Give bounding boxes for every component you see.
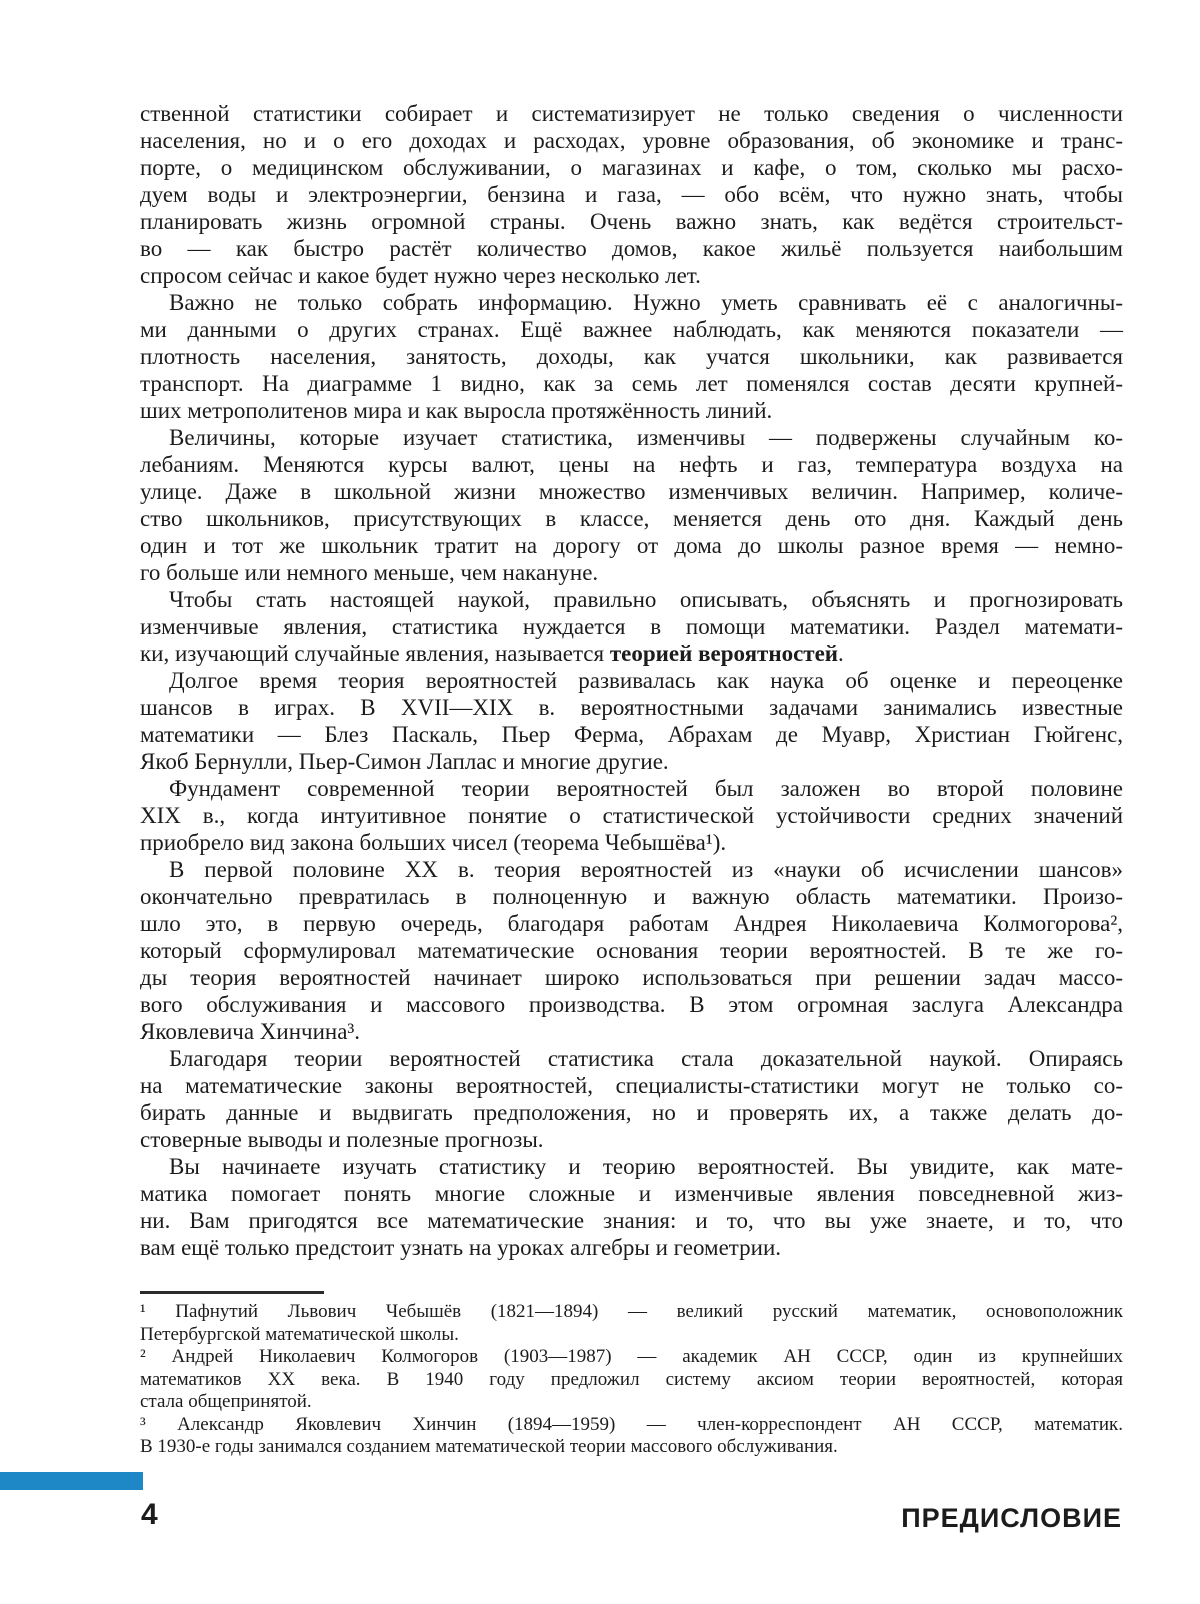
- body-text: [140, 100, 1123, 1261]
- footnote-line: ² Андрей Николаевич Колмогоров (1903—1987) — академик АН СССР, один из крупнейших: [140, 1346, 1123, 1367]
- text-line: ство школьников, присутствующих в классе, меняется день ото дня. Каждый день: [140, 506, 1123, 531]
- text-line: го больше или немного меньше, чем накануне.: [140, 560, 599, 585]
- text-line: который сформулировал математические основания теории вероятностей. В те же го-: [140, 938, 1123, 963]
- text-line: лебаниям. Меняются курсы валют, цены на нефть и газ, температура воздуха на: [140, 452, 1123, 477]
- text-line: порте, о медицинском обслуживании, о магазинах и кафе, о том, сколько мы расхо-: [140, 155, 1123, 180]
- footnote-line: ³ Александр Яковлевич Хинчин (1894—1959) — член-корреспондент АН СССР, математик.: [140, 1413, 1123, 1435]
- paragraph: [140, 856, 1123, 1045]
- text-line: ды теория вероятностей начинает широко использоваться при решении задач массо-: [140, 965, 1123, 990]
- paragraph: [140, 1153, 1123, 1261]
- text-line: ственной статистики собирает и систематизирует не только сведения о численности: [140, 101, 1123, 126]
- text-line: спросом сейчас и какое будет нужно через несколько лет.: [140, 263, 701, 288]
- paragraph: [140, 667, 1123, 775]
- footnote: [140, 1346, 1123, 1414]
- paragraph: [140, 100, 1123, 289]
- text-line: изменчивые явления, статистика нуждается в помощи математики. Раздел математи-: [140, 614, 1123, 639]
- text-line: плотность населения, занятость, доходы, как учатся школьники, как развивается: [140, 344, 1123, 369]
- text-line: во — как быстро растёт количество домов, какое жильё пользуется наибольшим: [140, 236, 1123, 261]
- text-line: вам ещё только предстоит узнать на уроках алгебры и геометрии.: [140, 1235, 782, 1260]
- footnote-line: Петербургской математической школы.: [140, 1323, 459, 1345]
- text-segment: ки, изучающий случайные явления, называется: [140, 641, 610, 666]
- text-line: дуем воды и электроэнергии, бензина и газа, — обо всём, что нужно знать, чтобы: [140, 182, 1123, 207]
- text-line: Благодаря теории вероятностей статистика стала доказательной наукой. Опираясь: [169, 1046, 1123, 1071]
- footnote: [140, 1301, 1123, 1346]
- paragraph: [140, 586, 1123, 667]
- footnote-line: В 1930-е годы занимался созданием математической теории массового обслуживания.: [140, 1436, 838, 1457]
- text-line: Чтобы стать настоящей наукой, правильно описывать, объяснять и прогнозировать: [169, 587, 1123, 612]
- text-line: окончательно превратилась в полноценную и важную область математики. Произо-: [140, 884, 1123, 909]
- text-line: улице. Даже в школьной жизни множество изменчивых величин. Например, количе-: [140, 479, 1123, 504]
- text-line: стоверные выводы и полезные прогнозы.: [140, 1127, 544, 1152]
- text-line: на математические законы вероятностей, специалисты-статистики могут не только со-: [140, 1073, 1123, 1098]
- text-line: транспорт. На диаграмме 1 видно, как за семь лет поменялся состав десяти крупней-: [140, 371, 1123, 396]
- text-line: приобрело вид закона больших чисел (теорема Чебышёва¹).: [140, 830, 727, 855]
- text-line: шло это, в первую очередь, благодаря работам Андрея Николаевича Колмогорова²,: [140, 911, 1123, 936]
- footnotes: [140, 1301, 1123, 1459]
- text-line: ни. Вам пригодятся все математические знания: и то, что вы уже знаете, и то, что: [140, 1208, 1123, 1233]
- footnote-line: ¹ Пафнутий Львович Чебышёв (1821—1894) — великий русский математик, основоположник: [140, 1301, 1123, 1322]
- text-line: шансов в играх. В XVII—XIX в. вероятностными задачами занимались известные: [140, 695, 1123, 720]
- bold-term: теорией вероятностей: [609, 641, 839, 666]
- footer-chapter-title: ПРЕДИСЛОВИЕ: [901, 1503, 1122, 1533]
- text-line: один и тот же школьник тратит на дорогу от дома до школы разное время — немно-: [140, 533, 1123, 558]
- paragraph: [140, 289, 1123, 424]
- text-line: планировать жизнь огромной страны. Очень важно знать, как ведётся строительст-: [140, 209, 1123, 234]
- text-line: В первой половине XX в. теория вероятностей из «науки об исчислении шансов»: [169, 857, 1123, 882]
- text-line: Величины, которые изучает статистика, изменчивы — подвержены случайным ко-: [169, 425, 1123, 450]
- paragraph: [140, 775, 1123, 856]
- footnote: [140, 1414, 1123, 1459]
- text-line: Якоб Бернулли, Пьер-Симон Лаплас и многие другие.: [140, 749, 669, 774]
- footer-accent-bar: [0, 1472, 143, 1490]
- paragraph: [140, 424, 1123, 586]
- text-line: Вы начинаете изучать статистику и теорию вероятностей. Вы увидите, как мате-: [169, 1154, 1123, 1179]
- footnote-line: математиков XX века. В 1940 году предложил систему аксиом теории вероятностей, которая: [140, 1368, 1123, 1390]
- footnote-line: стала общепринятой.: [140, 1391, 312, 1412]
- text-line: [140, 640, 1123, 667]
- text-line: ших метрополитенов мира и как выросла протяжённость линий.: [140, 398, 773, 423]
- text-line: математики — Блез Паскаль, Пьер Ферма, Абрахам де Муавр, Христиан Гюйгенс,: [140, 722, 1123, 747]
- footnote-separator: [140, 1291, 324, 1294]
- text-line: Фундамент современной теории вероятностей был заложен во второй половине: [169, 776, 1123, 801]
- text-line: XIX в., когда интуитивное понятие о статистической устойчивости средних значений: [140, 803, 1123, 828]
- page-number: 4: [141, 1498, 158, 1531]
- text-line: бирать данные и выдвигать предположения, но и проверять их, а также делать до-: [140, 1100, 1123, 1125]
- text-line: Яковлевича Хинчина³.: [140, 1019, 361, 1044]
- text-line: ми данными о других странах. Ещё важнее наблюдать, как меняются показатели —: [140, 317, 1123, 342]
- text-line: населения, но и о его доходах и расходах, уровне образования, об экономике и транс-: [140, 128, 1123, 153]
- text-line: Важно не только собрать информацию. Нужно уметь сравнивать её с аналогичны-: [169, 290, 1123, 315]
- paragraph: [140, 1045, 1123, 1153]
- text-line: вого обслуживания и массового производства. В этом огромная заслуга Александра: [140, 992, 1123, 1017]
- text-segment: .: [838, 641, 844, 666]
- text-line: Долгое время теория вероятностей развивалась как наука об оценке и переоценке: [169, 668, 1123, 693]
- text-line: матика помогает понять многие сложные и изменчивые явления повседневной жиз-: [140, 1181, 1123, 1206]
